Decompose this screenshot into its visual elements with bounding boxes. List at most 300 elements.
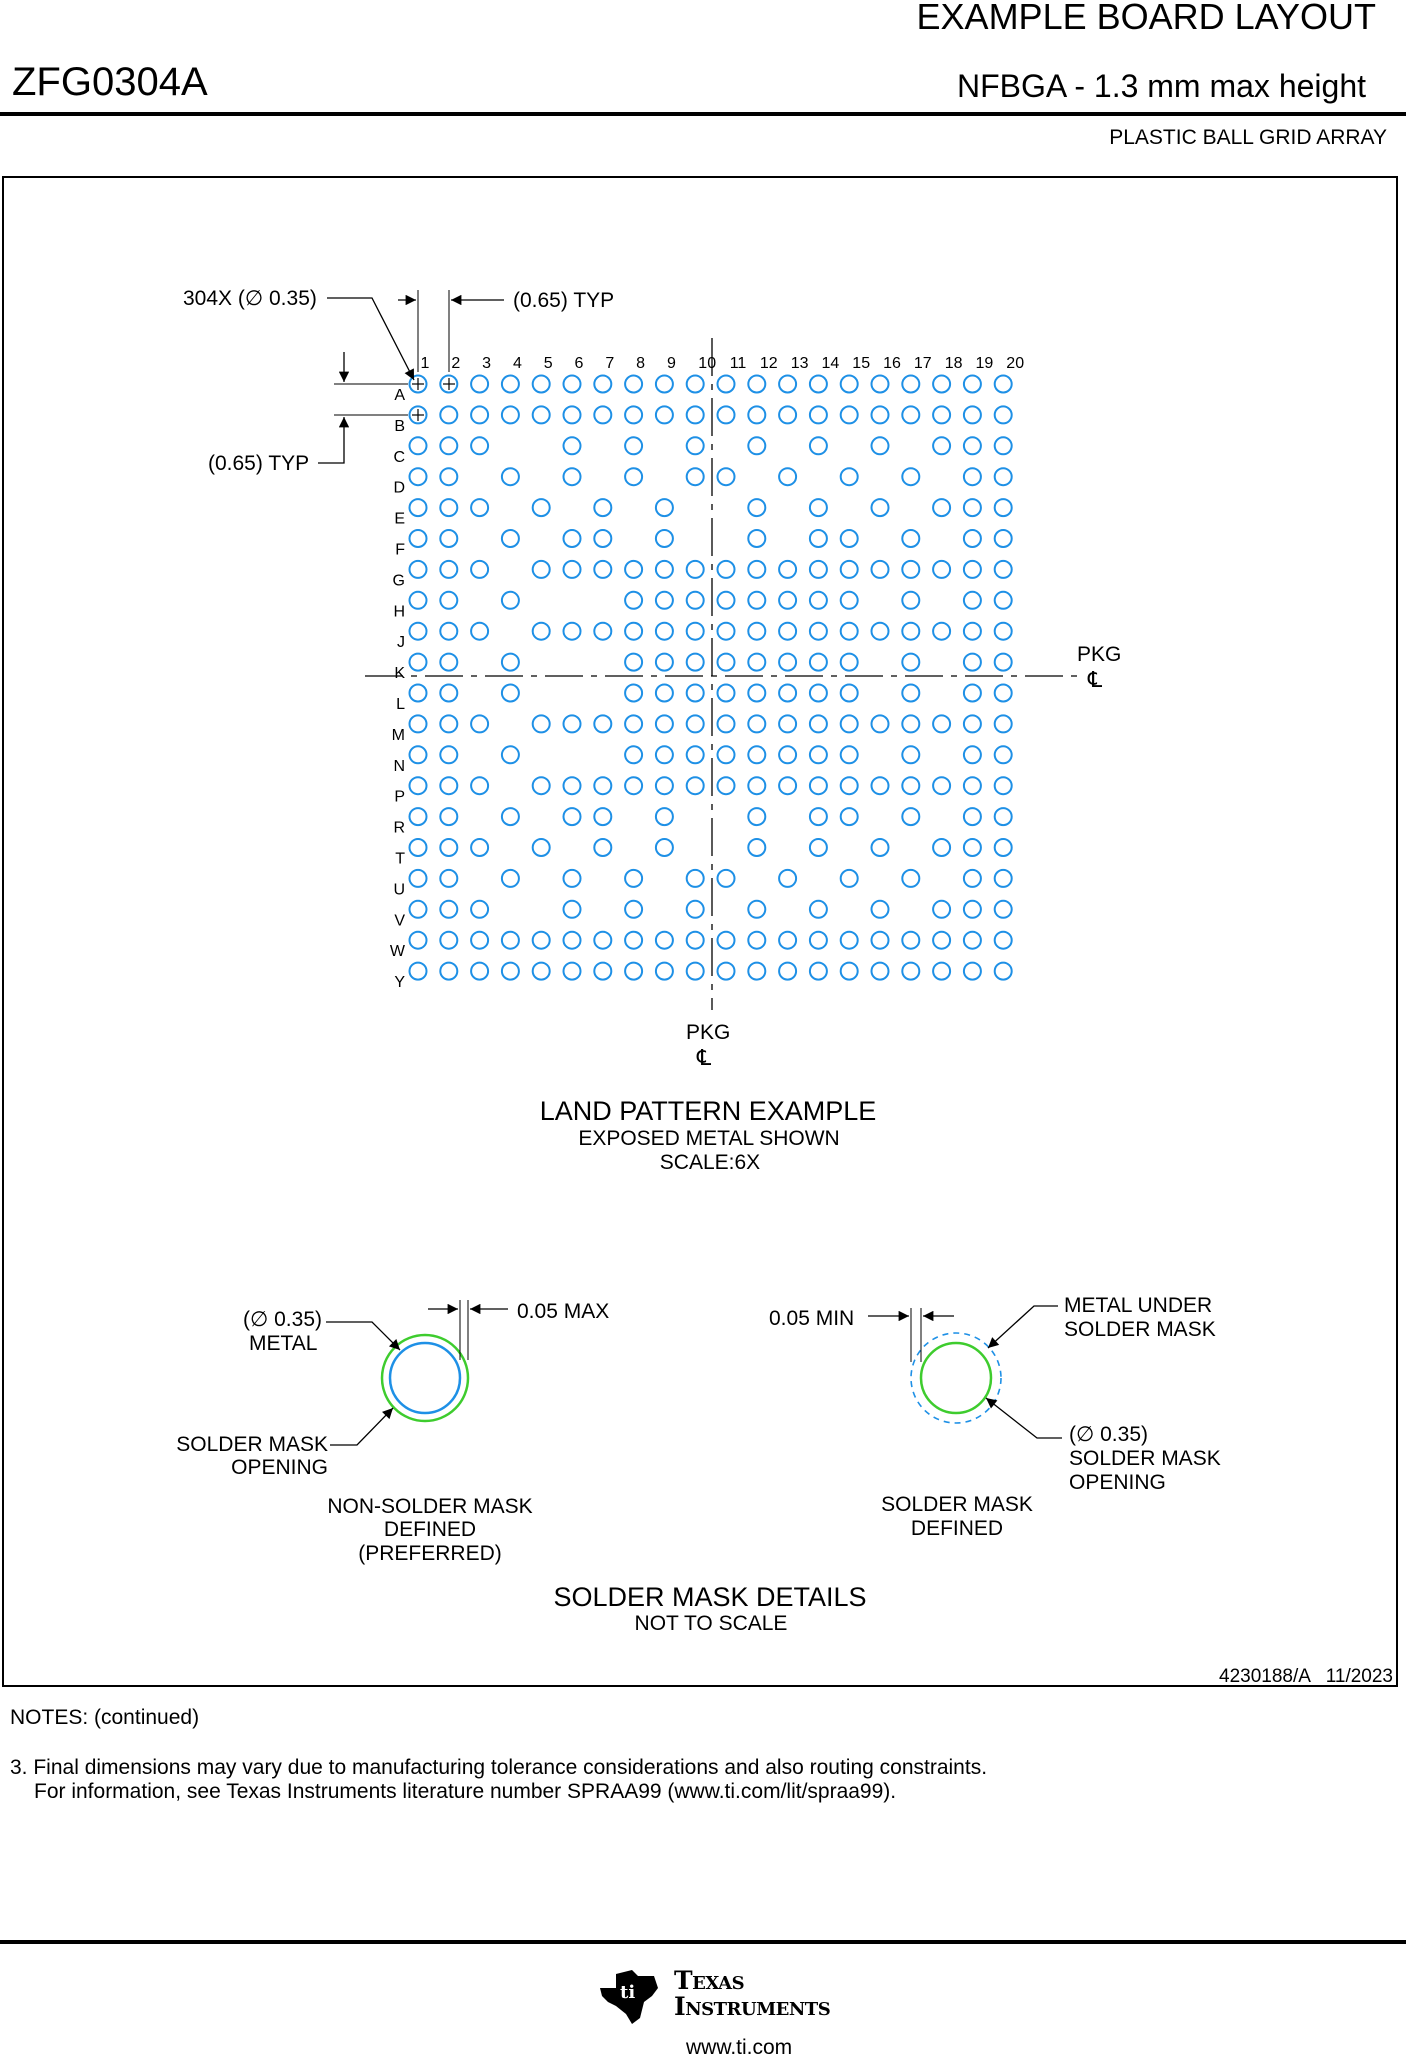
ball-pad-G14 xyxy=(810,561,827,578)
ball-pad-C2 xyxy=(440,437,457,454)
ball-pad-Y20 xyxy=(995,963,1012,980)
ball-pad-V6 xyxy=(564,901,581,918)
ball-pad-M14 xyxy=(810,715,827,732)
ball-pad-M19 xyxy=(964,715,981,732)
ball-pad-A17 xyxy=(902,376,919,393)
ball-pad-L14 xyxy=(810,685,827,702)
ball-pad-D4 xyxy=(502,468,519,485)
ball-pad-P12 xyxy=(748,777,765,794)
ball-pad-A19 xyxy=(964,376,981,393)
ball-pad-C19 xyxy=(964,437,981,454)
ball-pad-J20 xyxy=(995,623,1012,640)
ball-pad-L12 xyxy=(748,685,765,702)
ball-pad-B3 xyxy=(471,406,488,423)
column-label-16: 16 xyxy=(883,355,901,372)
ball-pad-E7 xyxy=(594,499,611,516)
ball-pad-Y1 xyxy=(410,963,427,980)
row-label-U: U xyxy=(393,881,405,899)
ball-pad-P1 xyxy=(410,777,427,794)
column-label-20: 20 xyxy=(1006,355,1025,372)
row-label-M: M xyxy=(391,726,405,744)
ball-pad-B4 xyxy=(502,406,519,423)
ball-pad-G17 xyxy=(902,561,919,578)
notes-title: NOTES: (continued) xyxy=(10,1706,200,1729)
ball-pad-T16 xyxy=(872,839,889,856)
ball-pad-A16 xyxy=(872,376,889,393)
ball-pad-C14 xyxy=(810,437,827,454)
ball-pad-J18 xyxy=(933,623,950,640)
ball-pad-F6 xyxy=(564,530,581,547)
ball-pad-G6 xyxy=(564,561,581,578)
ball-pad-K11 xyxy=(718,654,735,671)
column-label-2: 2 xyxy=(451,355,461,372)
ball-pad-J12 xyxy=(748,623,765,640)
ball-pad-P20 xyxy=(995,777,1012,794)
smd-metal-label-1: METAL UNDER xyxy=(1064,1294,1213,1317)
column-label-19: 19 xyxy=(975,355,994,372)
ball-pad-N11 xyxy=(718,746,735,763)
ball-pad-K9 xyxy=(656,654,673,671)
column-label-11: 11 xyxy=(729,355,747,372)
column-label-5: 5 xyxy=(543,355,553,372)
ball-pad-A15 xyxy=(841,376,858,393)
document-id: 4230188/A 11/2023 xyxy=(1219,1666,1393,1687)
row-label-E: E xyxy=(394,510,405,528)
land-pattern-scale: SCALE:6X xyxy=(659,1151,761,1174)
ball-pad-N19 xyxy=(964,746,981,763)
ball-pad-W5 xyxy=(533,932,550,949)
row-label-G: G xyxy=(392,572,405,590)
ball-pad-U4 xyxy=(502,870,519,887)
ball-pad-P13 xyxy=(779,777,796,794)
note-3-line-2: For information, see Texas Instruments literature number SPRAA99 (www.ti.com/lit/spraa99). xyxy=(34,1780,897,1803)
ball-pad-B20 xyxy=(995,406,1012,423)
ball-pad-E9 xyxy=(656,499,673,516)
ball-pad-K14 xyxy=(810,654,827,671)
ball-pad-G15 xyxy=(841,561,858,578)
ball-pad-N1 xyxy=(410,746,427,763)
ball-pad-H17 xyxy=(902,592,919,609)
row-label-K: K xyxy=(394,665,405,683)
smd-metal-leader xyxy=(988,1306,1058,1348)
ball-pad-L2 xyxy=(440,685,457,702)
ball-pad-P9 xyxy=(656,777,673,794)
ball-pad-L4 xyxy=(502,685,519,702)
ball-pad-C6 xyxy=(564,437,581,454)
solder-mask-title: SOLDER MASK DETAILS xyxy=(553,1582,867,1612)
ball-pad-J8 xyxy=(625,623,642,640)
ball-pad-G16 xyxy=(872,561,889,578)
column-label-6: 6 xyxy=(574,355,584,372)
ball-pad-C10 xyxy=(687,437,704,454)
ball-pad-B18 xyxy=(933,406,950,423)
ball-pad-K8 xyxy=(625,654,642,671)
ball-pad-E3 xyxy=(471,499,488,516)
ball-pad-Y10 xyxy=(687,963,704,980)
ball-pad-G12 xyxy=(748,561,765,578)
column-label-10: 10 xyxy=(698,355,717,372)
land-pattern-title: LAND PATTERN EXAMPLE xyxy=(539,1096,877,1126)
ball-pad-G20 xyxy=(995,561,1012,578)
ti-logo xyxy=(598,1966,880,2028)
ball-pad-T7 xyxy=(594,839,611,856)
ball-pad-E12 xyxy=(748,499,765,516)
ball-pad-H8 xyxy=(625,592,642,609)
row-labels xyxy=(390,387,406,991)
ball-pad-T3 xyxy=(471,839,488,856)
ball-pad-Y16 xyxy=(872,963,889,980)
ball-pad-F7 xyxy=(594,530,611,547)
nsmd-metal-leader xyxy=(326,1322,400,1350)
ball-pad-Y2 xyxy=(440,963,457,980)
column-label-12: 12 xyxy=(759,355,778,372)
website-label: www.ti.com xyxy=(686,2036,793,2059)
ball-pad-M2 xyxy=(440,715,457,732)
ball-pad-J3 xyxy=(471,623,488,640)
smd-detail xyxy=(769,1294,1221,1540)
ball-pad-K20 xyxy=(995,654,1012,671)
ball-pad-B13 xyxy=(779,406,796,423)
ball-pad-Y17 xyxy=(902,963,919,980)
ball-pad-P7 xyxy=(594,777,611,794)
ball-pad-J11 xyxy=(718,623,735,640)
ball-pad-V1 xyxy=(410,901,427,918)
ball-pad-H13 xyxy=(779,592,796,609)
nsmd-metal-label: METAL xyxy=(249,1332,318,1355)
ball-pad-L1 xyxy=(410,685,427,702)
ball-pad-A20 xyxy=(995,376,1012,393)
ball-pad-B2 xyxy=(440,406,457,423)
ball-pad-G9 xyxy=(656,561,673,578)
ball-pad-G10 xyxy=(687,561,704,578)
ball-pad-W7 xyxy=(594,932,611,949)
ball-pad-N14 xyxy=(810,746,827,763)
ball-pad-V2 xyxy=(440,901,457,918)
centerline-symbol-bottom: ℄ xyxy=(697,1045,712,1070)
nsmd-opening-leader xyxy=(330,1408,393,1445)
ball-pad-M8 xyxy=(625,715,642,732)
ball-pad-F2 xyxy=(440,530,457,547)
ball-count-leader xyxy=(327,298,414,380)
ball-pad-J5 xyxy=(533,623,550,640)
ball-pad-Y5 xyxy=(533,963,550,980)
ball-count-label: 304X (∅ 0.35) xyxy=(183,287,317,310)
ball-pad-V12 xyxy=(748,901,765,918)
ball-pad-B11 xyxy=(718,406,735,423)
ball-pad-P6 xyxy=(564,777,581,794)
ball-pad-B19 xyxy=(964,406,981,423)
ball-pad-Y12 xyxy=(748,963,765,980)
ball-pad-N20 xyxy=(995,746,1012,763)
ball-pad-G11 xyxy=(718,561,735,578)
ball-pad-W8 xyxy=(625,932,642,949)
ball-pad-N10 xyxy=(687,746,704,763)
ball-pad-L8 xyxy=(625,685,642,702)
ball-pad-F12 xyxy=(748,530,765,547)
ball-pad-Y6 xyxy=(564,963,581,980)
row-label-A: A xyxy=(394,387,405,404)
smd-metal-label-2: SOLDER MASK xyxy=(1064,1318,1216,1341)
footer-rule xyxy=(0,1940,1406,1944)
ball-pad-G8 xyxy=(625,561,642,578)
ball-pad-C16 xyxy=(872,437,889,454)
ball-pad-E19 xyxy=(964,499,981,516)
ball-pad-E2 xyxy=(440,499,457,516)
nsmd-opening-label-2: OPENING xyxy=(231,1456,328,1479)
ball-pad-L9 xyxy=(656,685,673,702)
ball-pad-K1 xyxy=(410,654,427,671)
ball-pad-R2 xyxy=(440,808,457,825)
ball-pad-B7 xyxy=(594,406,611,423)
ball-pad-L11 xyxy=(718,685,735,702)
ball-pad-P14 xyxy=(810,777,827,794)
row-label-F: F xyxy=(395,541,405,559)
ball-pad-Y13 xyxy=(779,963,796,980)
ball-pad-W19 xyxy=(964,932,981,949)
ball-pad-M3 xyxy=(471,715,488,732)
ball-pad-J16 xyxy=(872,623,889,640)
ball-pad-F1 xyxy=(410,530,427,547)
row-label-V: V xyxy=(394,912,405,930)
ball-pad-H15 xyxy=(841,592,858,609)
column-label-9: 9 xyxy=(666,355,676,372)
land-pattern-subtitle: EXPOSED METAL SHOWN xyxy=(578,1127,840,1150)
package-description: PLASTIC BALL GRID ARRAY xyxy=(1109,126,1387,149)
ball-pad-Y7 xyxy=(594,963,611,980)
ball-pad-K4 xyxy=(502,654,519,671)
ball-pad-J17 xyxy=(902,623,919,640)
row-label-D: D xyxy=(393,479,405,497)
ball-pad-T14 xyxy=(810,839,827,856)
smd-mask-opening xyxy=(921,1343,991,1413)
ball-pad-N4 xyxy=(502,746,519,763)
ball-pad-P15 xyxy=(841,777,858,794)
ball-pad-V20 xyxy=(995,901,1012,918)
ball-pad-P3 xyxy=(471,777,488,794)
ball-pad-W12 xyxy=(748,932,765,949)
ball-pad-W18 xyxy=(933,932,950,949)
ball-pad-L10 xyxy=(687,685,704,702)
ball-pad-P19 xyxy=(964,777,981,794)
ball-pad-N15 xyxy=(841,746,858,763)
ball-pad-Y15 xyxy=(841,963,858,980)
row-label-L: L xyxy=(396,696,405,713)
ball-pad-A7 xyxy=(594,376,611,393)
ball-pad-A3 xyxy=(471,376,488,393)
ball-pad-R6 xyxy=(564,808,581,825)
ball-pad-J14 xyxy=(810,623,827,640)
ball-pad-R19 xyxy=(964,808,981,825)
ball-pad-B8 xyxy=(625,406,642,423)
ball-pad-D20 xyxy=(995,468,1012,485)
ball-pad-P8 xyxy=(625,777,642,794)
ball-pad-Y9 xyxy=(656,963,673,980)
ball-pad-W2 xyxy=(440,932,457,949)
ball-pad-M10 xyxy=(687,715,704,732)
row-label-H: H xyxy=(393,603,405,621)
nsmd-metal-dia: (∅ 0.35) xyxy=(243,1308,322,1331)
ball-pad-P17 xyxy=(902,777,919,794)
ball-pad-K13 xyxy=(779,654,796,671)
ball-pad-M20 xyxy=(995,715,1012,732)
pitch-y-label: (0.65) TYP xyxy=(208,452,310,475)
ball-pad-J19 xyxy=(964,623,981,640)
ball-pad-W10 xyxy=(687,932,704,949)
ball-pad-T18 xyxy=(933,839,950,856)
pitch-y-arrow-2 xyxy=(318,417,344,463)
ball-pad-U13 xyxy=(779,870,796,887)
ball-pad-M11 xyxy=(718,715,735,732)
centerline-symbol-right: ℄ xyxy=(1088,667,1103,692)
smd-caption-2: DEFINED xyxy=(910,1517,1004,1540)
ball-pad-G1 xyxy=(410,561,427,578)
ball-pad-U19 xyxy=(964,870,981,887)
ball-pad-P18 xyxy=(933,777,950,794)
ball-pad-U10 xyxy=(687,870,704,887)
ball-pad-A14 xyxy=(810,376,827,393)
ball-pad-D17 xyxy=(902,468,919,485)
ball-pad-V10 xyxy=(687,901,704,918)
ball-pad-L19 xyxy=(964,685,981,702)
ball-pad-U17 xyxy=(902,870,919,887)
column-label-17: 17 xyxy=(913,355,932,372)
pad-center-markers xyxy=(412,378,455,421)
ball-pad-G7 xyxy=(594,561,611,578)
ball-pad-B12 xyxy=(748,406,765,423)
ball-pad-M16 xyxy=(872,715,889,732)
ball-pad-M12 xyxy=(748,715,765,732)
ball-pad-G13 xyxy=(779,561,796,578)
ball-pad-E20 xyxy=(995,499,1012,516)
ball-pad-F20 xyxy=(995,530,1012,547)
column-label-3: 3 xyxy=(482,355,492,372)
ball-pad-D19 xyxy=(964,468,981,485)
ball-pad-A13 xyxy=(779,376,796,393)
ball-pad-K2 xyxy=(440,654,457,671)
ball-pad-N2 xyxy=(440,746,457,763)
smd-opening-label-1: SOLDER MASK xyxy=(1069,1447,1221,1470)
ball-pad-D10 xyxy=(687,468,704,485)
ball-pad-M7 xyxy=(594,715,611,732)
ball-pad-V14 xyxy=(810,901,827,918)
ball-pad-C12 xyxy=(748,437,765,454)
ball-pad-K15 xyxy=(841,654,858,671)
ball-pad-G2 xyxy=(440,561,457,578)
column-label-13: 13 xyxy=(790,355,809,372)
ball-pad-H11 xyxy=(718,592,735,609)
column-label-1: 1 xyxy=(420,355,430,372)
ball-pad-R20 xyxy=(995,808,1012,825)
ball-pad-F14 xyxy=(810,530,827,547)
ball-pad-W11 xyxy=(718,932,735,949)
ball-pad-T19 xyxy=(964,839,981,856)
ball-pad-B6 xyxy=(564,406,581,423)
package-code: ZFG0304A xyxy=(12,60,208,104)
ball-pad-J15 xyxy=(841,623,858,640)
ball-pad-A6 xyxy=(564,376,581,393)
ball-pad-M17 xyxy=(902,715,919,732)
ball-pad-A5 xyxy=(533,376,550,393)
ball-pad-M15 xyxy=(841,715,858,732)
page-title: EXAMPLE BOARD LAYOUT xyxy=(916,0,1376,37)
ball-pad-R7 xyxy=(594,808,611,825)
ball-pad-L17 xyxy=(902,685,919,702)
smd-caption-1: SOLDER MASK xyxy=(881,1493,1033,1516)
ball-pad-H10 xyxy=(687,592,704,609)
ball-pad-Y3 xyxy=(471,963,488,980)
row-label-B: B xyxy=(394,417,405,435)
ball-pad-A10 xyxy=(687,376,704,393)
package-type: NFBGA - 1.3 mm max height xyxy=(956,68,1366,104)
ball-pad-U11 xyxy=(718,870,735,887)
ball-pad-Y18 xyxy=(933,963,950,980)
ball-pad-C3 xyxy=(471,437,488,454)
ball-pad-A4 xyxy=(502,376,519,393)
column-label-8: 8 xyxy=(636,355,646,372)
smd-clearance-label: 0.05 MIN xyxy=(769,1307,855,1330)
smd-opening-label-2: OPENING xyxy=(1069,1471,1166,1494)
ball-pad-W17 xyxy=(902,932,919,949)
ball-pad-H1 xyxy=(410,592,427,609)
ball-pad-E5 xyxy=(533,499,550,516)
ball-pad-G19 xyxy=(964,561,981,578)
ball-pad-J6 xyxy=(564,623,581,640)
ti-logo-icon xyxy=(598,1966,662,2026)
ball-pad-J7 xyxy=(594,623,611,640)
ball-pad-R14 xyxy=(810,808,827,825)
ball-pad-N9 xyxy=(656,746,673,763)
ball-pad-H9 xyxy=(656,592,673,609)
smd-opening-dia: (∅ 0.35) xyxy=(1069,1423,1148,1446)
ball-pad-F17 xyxy=(902,530,919,547)
ball-pad-W3 xyxy=(471,932,488,949)
ball-pad-Y8 xyxy=(625,963,642,980)
ball-pad-V3 xyxy=(471,901,488,918)
nsmd-caption-1: NON-SOLDER MASK xyxy=(327,1495,533,1518)
smd-opening-leader xyxy=(986,1398,1062,1438)
ball-pad-M5 xyxy=(533,715,550,732)
ball-pad-T9 xyxy=(656,839,673,856)
ti-brand-line-2: Instruments xyxy=(674,1992,831,2021)
ball-pad-A11 xyxy=(718,376,735,393)
ball-pad-V8 xyxy=(625,901,642,918)
ball-pad-L13 xyxy=(779,685,796,702)
ball-pad-E1 xyxy=(410,499,427,516)
row-label-R: R xyxy=(393,819,405,837)
row-label-N: N xyxy=(393,757,405,775)
ball-pad-W13 xyxy=(779,932,796,949)
ball-pad-N17 xyxy=(902,746,919,763)
ball-pad-C20 xyxy=(995,437,1012,454)
ball-pad-P16 xyxy=(872,777,889,794)
row-label-P: P xyxy=(394,788,405,806)
ball-pad-M13 xyxy=(779,715,796,732)
column-label-15: 15 xyxy=(852,355,871,372)
pkg-label-bottom: PKG xyxy=(686,1021,731,1044)
ball-pad-T5 xyxy=(533,839,550,856)
ball-pad-A8 xyxy=(625,376,642,393)
ball-pad-K19 xyxy=(964,654,981,671)
ball-pad-G18 xyxy=(933,561,950,578)
ball-pad-K12 xyxy=(748,654,765,671)
ball-pad-E18 xyxy=(933,499,950,516)
ball-pad-E14 xyxy=(810,499,827,516)
ball-pad-N13 xyxy=(779,746,796,763)
ball-pad-N8 xyxy=(625,746,642,763)
ball-pad-N12 xyxy=(748,746,765,763)
ball-pad-U6 xyxy=(564,870,581,887)
pitch-x-label: (0.65) TYP xyxy=(513,289,615,312)
